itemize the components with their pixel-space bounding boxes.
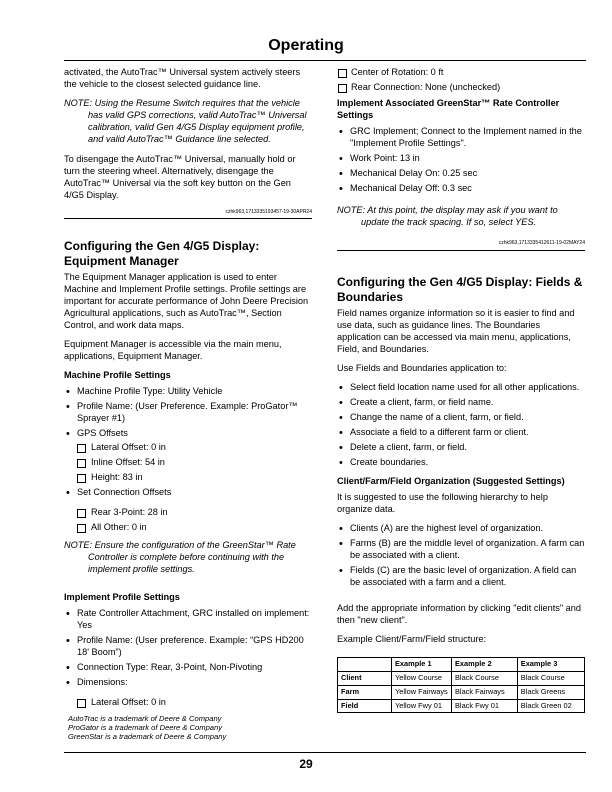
use-fields-paragraph: Use Fields and Boundaries application to:: [337, 362, 507, 373]
grc-settings-heading: Implement Associated GreenStar™ Rate Controller Settings: [337, 97, 560, 120]
table-cell: Client: [338, 671, 392, 685]
list-item: • Associate a field to a different farm or client.: [337, 427, 585, 439]
implement-profile-list: [64, 608, 312, 689]
dimensions-list: [64, 697, 312, 709]
list-item: • Machine Profile Type: Utility Vehicle: [64, 386, 312, 398]
list-item: • Change the name of a client, farm, or field.: [337, 412, 585, 424]
table-cell: Field: [338, 699, 392, 713]
client-farm-field-table: [337, 657, 585, 714]
table-header: Example 1: [392, 657, 452, 671]
fields-uses-list: [337, 382, 585, 469]
list-item: • Mechanical Delay On: 0.25 sec: [337, 168, 585, 180]
list-item: • Connection Type: Rear, 3-Point, Non-Pivoting: [64, 662, 312, 674]
equipment-manager-access-paragraph: Equipment Manager is accessible via the main menu, applications, Equipment Manager.: [64, 338, 282, 361]
list-item: • GPS Offsets: [64, 428, 312, 440]
set-connection-list: [64, 487, 312, 499]
grc-settings-list: [337, 126, 585, 195]
list-item: • Farms (B) are the middle level of organization. A farm can be associated with a client.: [337, 538, 585, 562]
list-item: • Work Point: 13 in: [337, 153, 585, 165]
page-number: 29: [299, 757, 313, 771]
machine-profile-heading: Machine Profile Settings: [64, 369, 171, 380]
table-header: [338, 657, 392, 671]
example-structure-paragraph: Example Client/Farm/Field structure:: [337, 634, 487, 644]
page-header: Operating: [268, 37, 344, 54]
list-item: • Profile Name: (User preference. Example: “GPS HD200 18' Boom”): [64, 635, 312, 659]
right-column: [337, 67, 585, 713]
gps-offsets-list: [64, 442, 312, 484]
list-item: • Rate Controller Attachment, GRC installed on implement: Yes: [64, 608, 312, 632]
list-item: • Dimensions:: [64, 677, 312, 689]
edit-clients-paragraph: Add the appropriate information by clicking "edit clients" and then "new client".: [337, 603, 582, 626]
table-cell: Yellow Fairways: [392, 685, 452, 699]
disengage-paragraph: To disengage the AutoTrac™ Universal, manually hold or turn the steering wheel. Alternatively, disengage the AutoTrac™ Universal via the soft key button on the Gen 4/G5 Display.: [64, 153, 296, 200]
list-item: • Profile Name: (User Preference. Example: ProGator™ Sprayer #1): [64, 401, 312, 425]
checkbox-item: All Other: 0 in: [64, 522, 312, 534]
checkbox-item: Center of Rotation: 0 ft: [337, 67, 585, 79]
table-cell: Black Green 02: [517, 699, 584, 713]
reference-code: czhk963,1713335193457-19-30APR24: [64, 209, 312, 220]
left-column: [64, 67, 312, 715]
machine-profile-list: [64, 386, 312, 440]
equipment-manager-paragraph: The Equipment Manager application is used to enter Machine and Implement Profile settings. Profile settings are important for accurate performance of John Deere Precision Agricultural applications, such as AutoTrac™, Section Control, and work data maps.: [64, 272, 309, 330]
table-cell: Yellow Fwy 01: [392, 699, 452, 713]
table-cell: Black Fairways: [452, 685, 518, 699]
list-item: • Select field location name used for all other applications.: [337, 382, 585, 394]
list-item: • Fields (C) are the basic level of organization. A field can be associated with a farm and a client.: [337, 565, 585, 589]
list-item: • Create boundaries.: [337, 457, 585, 469]
hierarchy-list: [337, 523, 585, 589]
client-farm-field-heading: Client/Farm/Field Organization (Suggested Settings): [337, 476, 565, 487]
table-cell: Black Course: [517, 671, 584, 685]
list-item: • Delete a client, farm, or field.: [337, 442, 585, 454]
trademark-notes: [68, 714, 226, 741]
table-cell: Farm: [338, 685, 392, 699]
track-spacing-note: NOTE: At this point, the display may ask if you want to update the track spacing. If so, select YES.: [337, 204, 558, 227]
table-header-row: [338, 657, 585, 671]
hierarchy-paragraph: It is suggested to use the following hierarchy to help organize data.: [337, 492, 548, 515]
table-row: [338, 671, 585, 685]
implement-profile-heading: Implement Profile Settings: [64, 592, 180, 603]
trademark-line: AutoTrac is a trademark of Deere & Company: [68, 714, 222, 723]
checkbox-item: Lateral Offset: 0 in: [64, 442, 312, 454]
reference-code: czhk963,1713335412611-19-02MAY24: [337, 240, 585, 251]
greenstar-note: NOTE: Ensure the configuration of the GreenStar™ Rate Controller is complete before continuing with the implement profile settings.: [64, 540, 296, 575]
fields-boundaries-heading: Configuring the Gen 4/G5 Display: Fields & Boundaries: [337, 274, 583, 304]
table-cell: Black Greens: [517, 685, 584, 699]
table-cell: Yellow Course: [392, 671, 452, 685]
checkbox-item: Height: 83 in: [64, 472, 312, 484]
checkbox-item: Inline Offset: 54 in: [64, 457, 312, 469]
equipment-manager-heading: Configuring the Gen 4/G5 Display: Equipment Manager: [64, 239, 260, 269]
list-item: • Set Connection Offsets: [64, 487, 312, 499]
table-header: Example 3: [517, 657, 584, 671]
trademark-line: ProGator is a trademark of Deere & Company: [68, 723, 223, 733]
trademark-line: GreenStar is a trademark of Deere & Company: [68, 732, 227, 742]
table-row: [338, 699, 585, 713]
rotation-connection-list: [337, 67, 585, 94]
checkbox-item: Lateral Offset: 0 in: [64, 697, 312, 709]
resume-switch-note: NOTE: Using the Resume Switch requires that the vehicle has valid GPS corrections, valid AutoTrac™ Universal calibration, valid Gen 4/G5 Display equipment profile, and valid AutoTrac™ Guidance line selected.: [64, 97, 307, 144]
checkbox-item: Rear Connection: None (unchecked): [337, 82, 585, 94]
table-header: Example 2: [452, 657, 518, 671]
header-rule: [64, 60, 586, 61]
list-item: • Clients (A) are the highest level of organization.: [337, 523, 585, 535]
list-item: • Mechanical Delay Off: 0.3 sec: [337, 183, 585, 195]
intro-paragraph: activated, the AutoTrac™ Universal system actively steers the vehicle to the closest selected guidance line.: [64, 67, 301, 89]
fields-paragraph: Field names organize information so it is easier to find and use data, such as guidance lines. The Boundaries application can be accessed via main menu, applications, Field, and Boundaries.: [337, 307, 575, 354]
table-row: [338, 685, 585, 699]
table-cell: Black Course: [452, 671, 518, 685]
connection-offsets-list: [64, 507, 312, 534]
table-cell: Black Fwy 01: [452, 699, 518, 713]
checkbox-item: Rear 3-Point: 28 in: [64, 507, 312, 519]
list-item: • GRC Implement; Connect to the Implement named in the "Implement Profile Settings".: [337, 126, 585, 150]
footer-rule: [64, 752, 586, 753]
list-item: • Create a client, farm, or field name.: [337, 397, 585, 409]
